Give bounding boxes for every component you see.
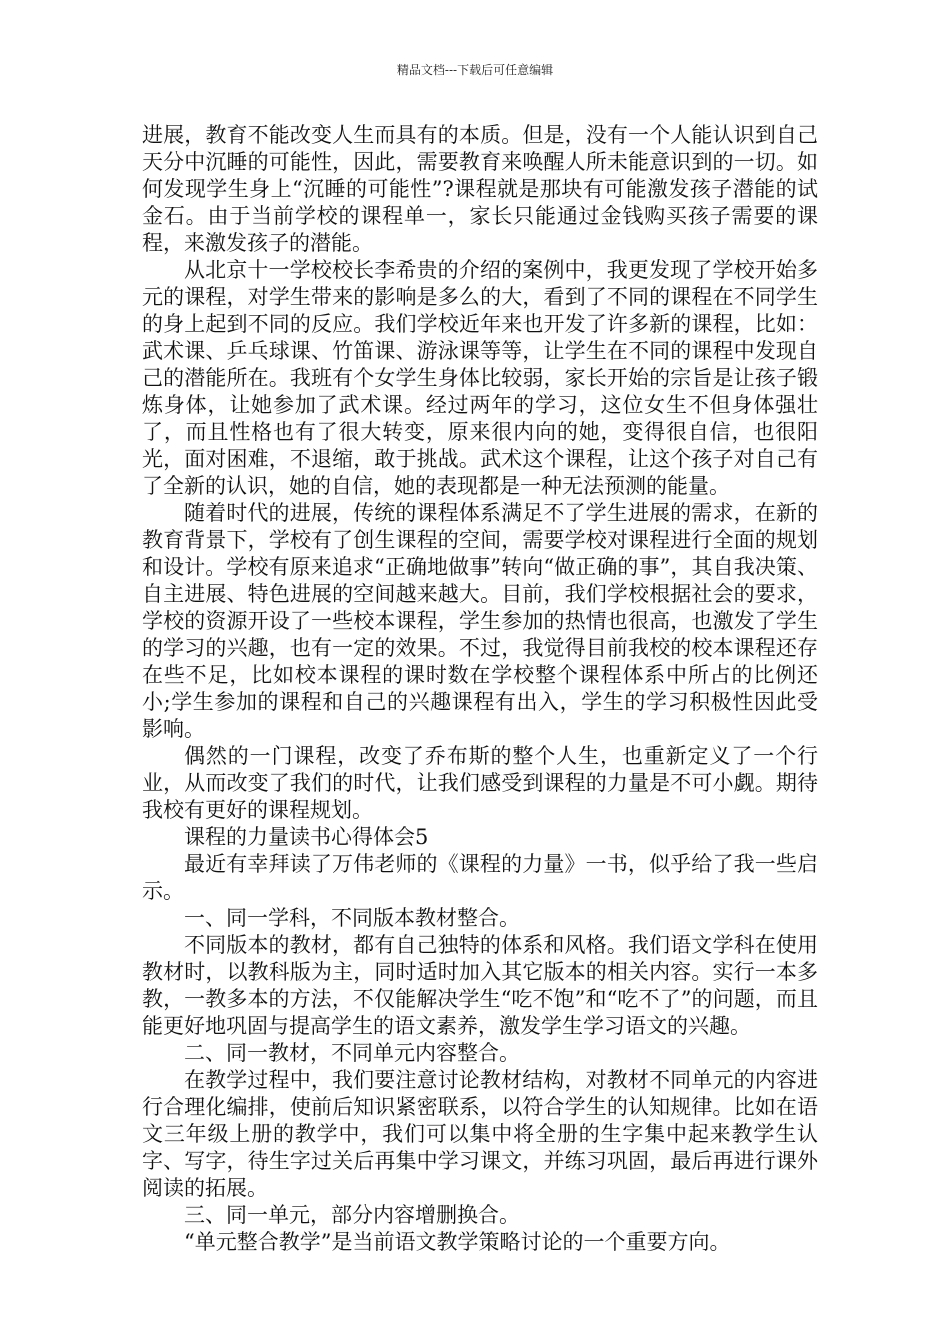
paragraph-3: 随着时代的进展，传统的课程体系满足不了学生进展的需求，在新的教育背景下，学校有了创生课程的空间，需要学校对课程进行全面的规划和设计。学校有原来追求“正确地做事”转向“做正确的事”，其自我决策、自主进展、特色进展的空间越来越大。目前，我们学校根据社会的要求，学校的资源开设了一些校本课程，学生参加的热情也很高，也激发了学生的学习的兴趣，也有一定的效果。不过，我觉得目前我校的校本课程还存在些不足，比如校本课程的课时数在学校整个课程体系中所占的比例还小;学生参加的课程和自己的兴趣课程有出入，学生的学习积极性因此受影响。 — [142, 501, 818, 741]
page-header: 精品文档---下载后可任意编辑 — [396, 63, 554, 77]
paragraph-1: 进展，教育不能改变人生而具有的本质。但是，没有一个人能认识到自己天分中沉睡的可能性，因此，需要教育来唤醒人所未能意识到的一切。如何发现学生身上“沉睡的可能性”?课程就是那块有可能激发孩子潜能的试金石。由于当前学校的课程单一，家长只能通过金钱购买孩子需要的课程，来激发孩子的潜能。 — [142, 123, 818, 255]
heading-1: 一、同一学科，不同版本教材整合。 — [184, 906, 520, 930]
section-title: 课程的力量读书心得体会5 — [184, 825, 429, 849]
document-body — [142, 122, 818, 1256]
paragraph-7: 在教学过程中，我们要注意讨论教材结构，对教材不同单元的内容进行合理化编排，使前后知识紧密联系，以符合学生的认知规律。比如在语文三年级上册的教学中，我们可以集中将全册的生字集中起来教学生认字、写字，待生字过关后再集中学习课文，并练习巩固，最后再进行课外阅读的拓展。 — [142, 1068, 818, 1200]
heading-3: 三、同一单元，部分内容增删换合。 — [184, 1203, 520, 1227]
paragraph-5: 最近有幸拜读了万伟老师的《课程的力量》一书，似乎给了我一些启示。 — [142, 852, 818, 903]
paragraph-8: “单元整合教学”是当前语文教学策略讨论的一个重要方向。 — [184, 1230, 731, 1254]
paragraph-2: 从北京十一学校校长李希贵的介绍的案例中，我更发现了学校开始多元的课程，对学生带来的影响是多么的大，看到了不同的课程在不同学生的身上起到不同的反应。我们学校近年来也开发了许多新的课程，比如：武术课、乒乓球课、竹笛课、游泳课等等，让学生在不同的课程中发现自己的潜能所在。我班有个女学生身体比较弱，家长开始的宗旨是让孩子锻炼身体，让她参加了武术课。经过两年的学习，这位女生不但身体强壮了，而且性格也有了很大转变，原来很内向的她，变得很自信，也很阳光，面对困难，不退缩，敢于挑战。武术这个课程，让这个孩子对自己有了全新的认识，她的自信，她的表现都是一种无法预测的能量。 — [142, 258, 818, 498]
paragraph-6: 不同版本的教材，都有自己独特的体系和风格。我们语文学科在使用教材时，以教科版为主，同时适时加入其它版本的相关内容。实行一本多教，一教多本的方法，不仅能解决学生“吃不饱”和“吃不了”的问题，而且能更好地巩固与提高学生的语文素养，激发学生学习语文的兴趣。 — [142, 933, 818, 1038]
paragraph-4: 偶然的一门课程，改变了乔布斯的整个人生，也重新定义了一个行业，从而改变了我们的时代，让我们感受到课程的力量是不可小觑。期待我校有更好的课程规划。 — [142, 744, 818, 822]
heading-2: 二、同一教材，不同单元内容整合。 — [184, 1041, 520, 1065]
